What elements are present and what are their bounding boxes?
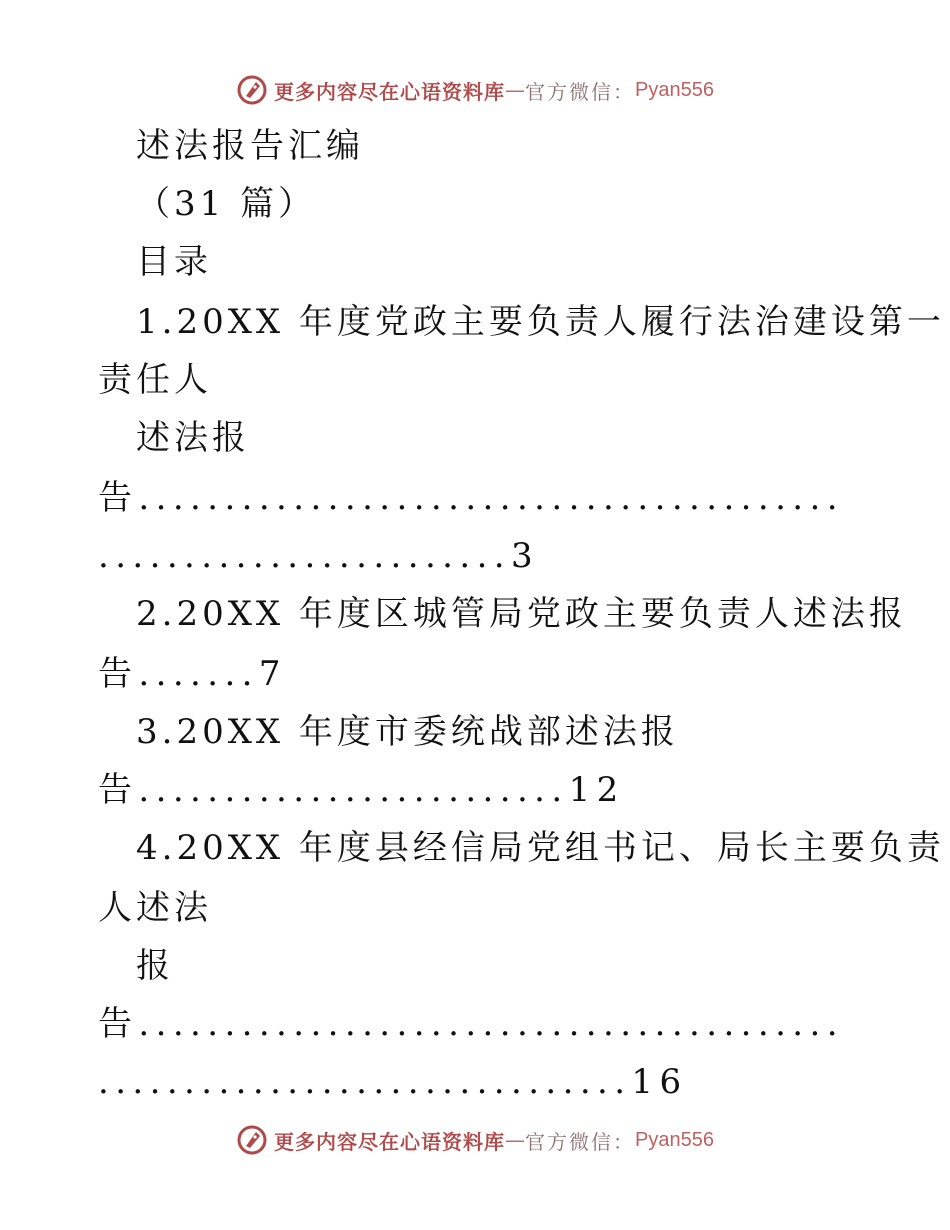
footer-banner: [0, 1120, 950, 1160]
document-subtitle: （31 篇）: [136, 184, 317, 224]
toc-line[interactable]: 告.........................................: [98, 1004, 844, 1044]
pen-nib-logo-icon: [236, 74, 268, 106]
toc-line[interactable]: 人述法: [98, 888, 212, 928]
toc-line[interactable]: ...............................16: [98, 1062, 688, 1102]
toc-line[interactable]: 3.20XX 年度市委统战部述法报: [136, 712, 679, 752]
toc-line[interactable]: 告.........................................: [98, 478, 844, 518]
wechat-id: Pyan556: [635, 78, 714, 101]
toc-line[interactable]: ........................3: [98, 536, 540, 576]
wechat-id: Pyan556: [635, 1128, 714, 1151]
toc-line[interactable]: 责任人: [98, 360, 212, 400]
header-banner: [0, 70, 950, 110]
wechat-label: 官方微信：: [525, 1129, 636, 1154]
wechat-label: 官方微信：: [525, 79, 636, 104]
toc-heading: 目录: [136, 242, 212, 282]
document-title: 述法报告汇编: [136, 126, 364, 166]
toc-line[interactable]: 报: [136, 946, 174, 986]
toc-line[interactable]: 2.20XX 年度区城管局党政主要负责人述法报: [136, 594, 907, 634]
pen-nib-logo-icon: [236, 1124, 268, 1156]
banner-text: 更多内容尽在心语资料库: [274, 1129, 506, 1154]
banner-separator: —: [505, 78, 526, 102]
toc-line[interactable]: 1.20XX 年度党政主要负责人履行法治建设第一: [136, 302, 945, 342]
toc-line[interactable]: 述法报: [136, 418, 250, 458]
toc-line[interactable]: 4.20XX 年度县经信局党组书记、局长主要负责: [136, 828, 945, 868]
banner-text: 更多内容尽在心语资料库: [274, 79, 506, 104]
toc-line[interactable]: 告.........................12: [98, 770, 625, 810]
toc-line[interactable]: 告.......7: [98, 654, 287, 694]
banner-separator: —: [505, 1128, 526, 1152]
